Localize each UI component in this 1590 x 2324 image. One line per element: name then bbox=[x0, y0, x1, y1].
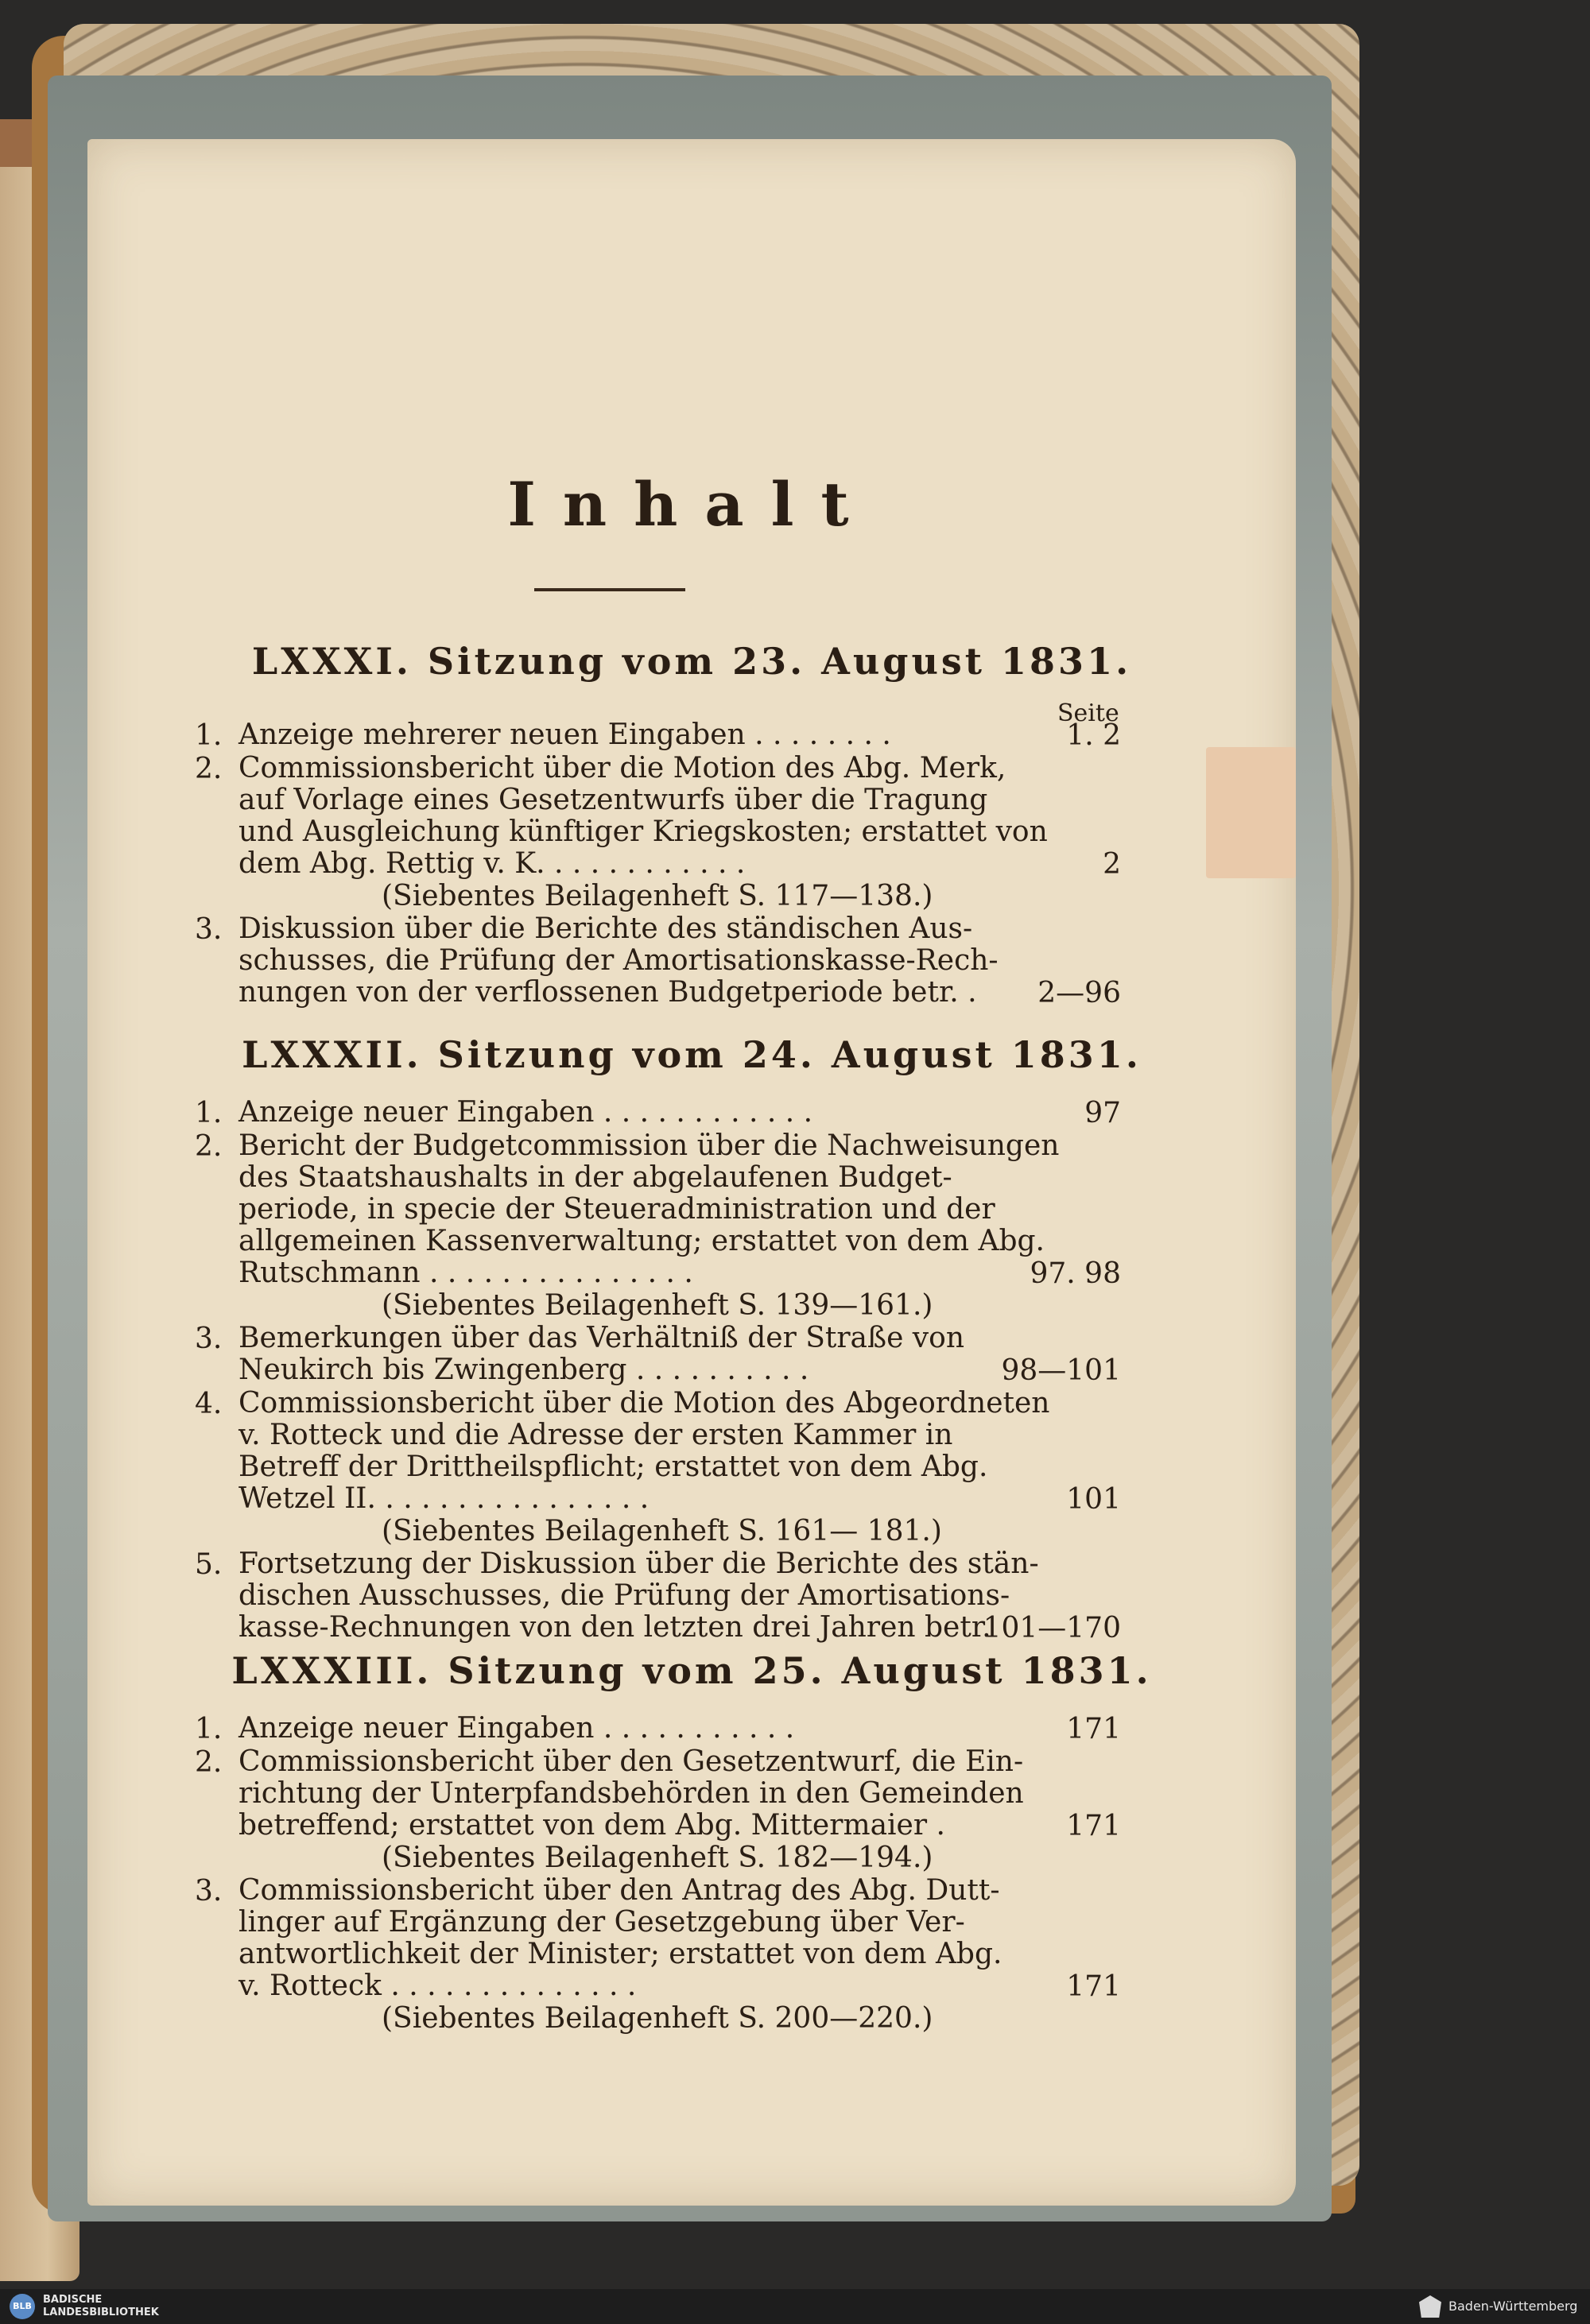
section-heading: LXXXII. Sitzung vom 24. August 1831. bbox=[242, 1033, 1142, 1076]
entry-line: richtung der Unterpfandsbehörden in den Gemeinden bbox=[238, 1777, 1024, 1810]
entry-number: 3. bbox=[195, 913, 223, 946]
entry-line: betreffend; erstattet von dem Abg. Mittermaier . bbox=[238, 1809, 945, 1842]
beilage-reference: (Siebentes Beilagenheft S. 117—138.) bbox=[382, 880, 933, 912]
seite-label: Seite bbox=[1057, 699, 1119, 727]
entry-line: Betreff der Drittheilspflicht; erstattet von dem Abg. bbox=[238, 1451, 988, 1483]
beilage-reference: (Siebentes Beilagenheft S. 200—220.) bbox=[382, 2002, 933, 2035]
section-heading: LXXXIII. Sitzung vom 25. August 1831. bbox=[231, 1649, 1152, 1692]
entry-line: Rutschmann . . . . . . . . . . . . . . . bbox=[238, 1257, 693, 1289]
entry-line: kasse-Rechnungen von den letzten drei Jahren betr. bbox=[238, 1611, 991, 1644]
entry-line: Fortsetzung der Diskussion über die Berichte des stän- bbox=[238, 1547, 1039, 1580]
entry-line: Commissionsbericht über die Motion des Abgeordneten bbox=[238, 1387, 1050, 1420]
entry-number: 3. bbox=[195, 1323, 223, 1355]
entry-line: Wetzel II. . . . . . . . . . . . . . . . bbox=[238, 1482, 650, 1515]
entry-number: 3. bbox=[195, 1875, 223, 1908]
section-heading: LXXXI. Sitzung vom 23. August 1831. bbox=[251, 640, 1132, 683]
entry-line: schusses, die Prüfung der Amortisationskasse-Rech- bbox=[238, 944, 999, 977]
entry-number: 2. bbox=[195, 753, 223, 785]
entry-line: v. Rotteck . . . . . . . . . . . . . . bbox=[238, 1970, 637, 2002]
entry-line: periode, in specie der Steueradministration und der bbox=[238, 1193, 995, 1226]
blb-name-line2: LANDESBIBLIOTHEK bbox=[43, 2307, 159, 2318]
entry-line: dem Abg. Rettig v. K. . . . . . . . . . . . bbox=[238, 847, 746, 880]
entry-page-ref: 171 bbox=[1066, 1713, 1121, 1745]
entry-line: und Ausgleichung künftiger Kriegskosten; erstattet von bbox=[238, 815, 1048, 848]
entry-line: allgemeinen Kassenverwaltung; erstattet von dem Abg. bbox=[238, 1225, 1045, 1257]
blb-name[interactable] bbox=[43, 2294, 159, 2319]
page-title: Inhalt bbox=[507, 469, 876, 540]
entry-line: nungen von der verflossenen Budgetperiode betr. . bbox=[238, 976, 977, 1009]
entry-line: dischen Ausschusses, die Prüfung der Amortisations- bbox=[238, 1579, 1010, 1612]
entry-number: 5. bbox=[195, 1548, 223, 1581]
baden-wuerttemberg-crest-icon bbox=[1419, 2295, 1441, 2318]
title-rule bbox=[534, 588, 685, 591]
entry-line: Anzeige mehrerer neuen Eingaben . . . . . . . . bbox=[238, 719, 891, 751]
entry-page-ref: 98—101 bbox=[1001, 1354, 1121, 1387]
entry-line: antwortlichkeit der Minister; erstattet von dem Abg. bbox=[238, 1938, 1002, 1970]
entry-number: 1. bbox=[195, 719, 223, 752]
entry-line: v. Rotteck und die Adresse der ersten Kammer in bbox=[238, 1419, 953, 1451]
blb-name-line1: BADISCHE bbox=[43, 2294, 103, 2306]
viewer-footer bbox=[0, 2289, 1590, 2324]
entry-line: Neukirch bis Zwingenberg . . . . . . . . . . bbox=[238, 1354, 809, 1386]
entry-line: Commissionsbericht über die Motion des Abg. Merk, bbox=[238, 752, 1006, 784]
baden-wuerttemberg-label[interactable]: Baden-Württemberg bbox=[1448, 2299, 1578, 2314]
blb-logo-icon[interactable]: BLB bbox=[10, 2294, 35, 2319]
entry-line: Anzeige neuer Eingaben . . . . . . . . . . . . bbox=[238, 1096, 813, 1129]
entry-line: Bericht der Budgetcommission über die Nachweisungen bbox=[238, 1129, 1060, 1162]
entry-number: 2. bbox=[195, 1130, 223, 1163]
entry-page-ref: 101 bbox=[1066, 1483, 1121, 1516]
beilage-reference: (Siebentes Beilagenheft S. 139—161.) bbox=[382, 1289, 933, 1322]
entry-line: Commissionsbericht über den Antrag des Abg. Dutt- bbox=[238, 1874, 1000, 1907]
entry-line: des Staatshaushalts in der abgelaufenen Budget- bbox=[238, 1161, 952, 1194]
entry-page-ref: 2—96 bbox=[1037, 977, 1121, 1009]
beilage-reference: (Siebentes Beilagenheft S. 161— 181.) bbox=[382, 1515, 942, 1547]
page-tab-mark bbox=[1206, 747, 1296, 878]
entry-page-ref: 101—170 bbox=[983, 1612, 1121, 1644]
entry-line: auf Vorlage eines Gesetzentwurfs über die Tragung bbox=[238, 784, 988, 816]
entry-number: 1. bbox=[195, 1097, 223, 1129]
entry-page-ref: 97. 98 bbox=[1030, 1257, 1121, 1290]
entry-number: 2. bbox=[195, 1746, 223, 1779]
beilage-reference: (Siebentes Beilagenheft S. 182—194.) bbox=[382, 1842, 933, 1874]
entry-line: Bemerkungen über das Verhältniß der Straße von bbox=[238, 1322, 965, 1354]
entry-number: 1. bbox=[195, 1713, 223, 1745]
entry-line: Anzeige neuer Eingaben . . . . . . . . . . . bbox=[238, 1712, 795, 1745]
entry-page-ref: 97 bbox=[1084, 1097, 1121, 1129]
entry-line: Commissionsbericht über den Gesetzentwurf, die Ein- bbox=[238, 1745, 1024, 1778]
entry-line: linger auf Ergänzung der Gesetzgebung über Ver- bbox=[238, 1906, 965, 1939]
entry-line: Diskussion über die Berichte des ständischen Aus- bbox=[238, 912, 973, 945]
entry-page-ref: 2 bbox=[1103, 848, 1121, 881]
entry-page-ref: 1. 2 bbox=[1066, 719, 1121, 752]
entry-number: 4. bbox=[195, 1388, 223, 1420]
entry-page-ref: 171 bbox=[1066, 1970, 1121, 2003]
entry-page-ref: 171 bbox=[1066, 1810, 1121, 1842]
